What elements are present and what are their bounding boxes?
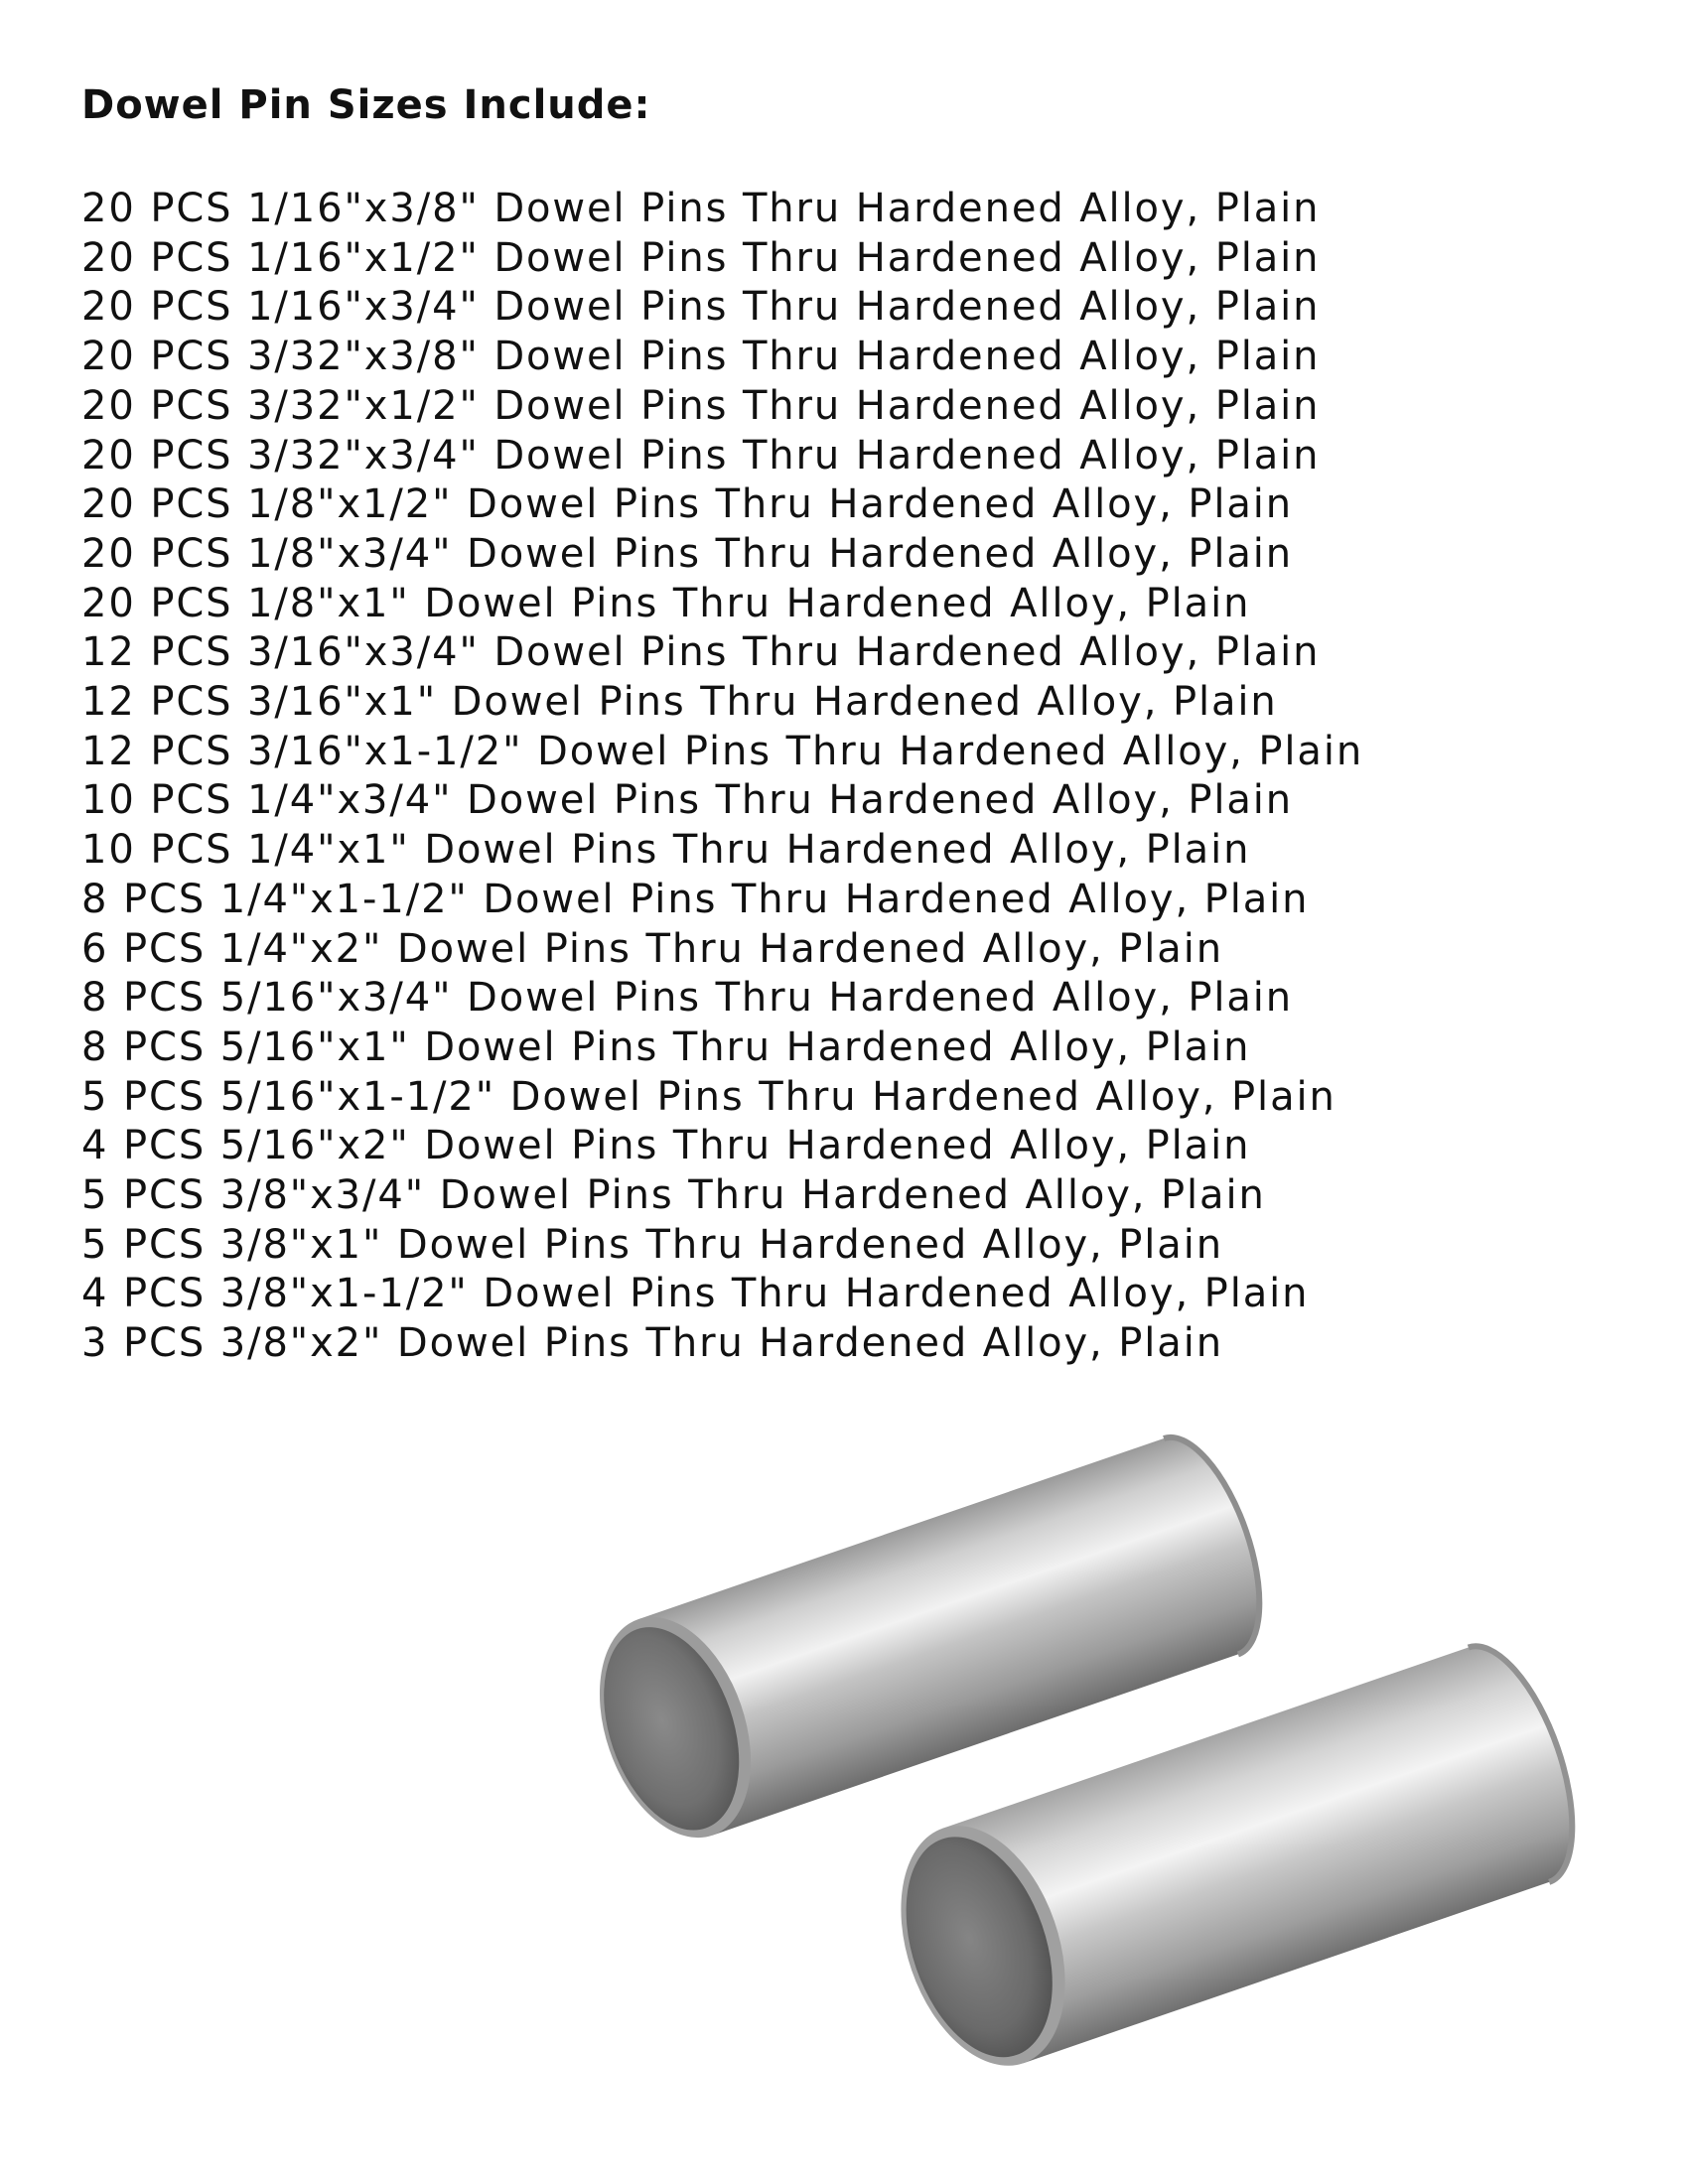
- size-list-item: 12 PCS 3/16"x3/4" Dowel Pins Thru Hardened Alloy, Plain: [81, 629, 1321, 676]
- size-list: [81, 185, 1630, 1369]
- size-list-item: 20 PCS 3/32"x1/2" Dowel Pins Thru Hardened Alloy, Plain: [81, 382, 1321, 429]
- size-list-item: 8 PCS 1/4"x1-1/2" Dowel Pins Thru Hardened Alloy, Plain: [81, 876, 1310, 922]
- size-list-item: 5 PCS 3/8"x1" Dowel Pins Thru Hardened Alloy, Plain: [81, 1221, 1223, 1268]
- size-list-item: 20 PCS 3/32"x3/8" Dowel Pins Thru Hardened Alloy, Plain: [81, 334, 1321, 380]
- size-list-item: 3 PCS 3/8"x2" Dowel Pins Thru Hardened Alloy, Plain: [81, 1320, 1223, 1367]
- size-list-item: 10 PCS 1/4"x3/4" Dowel Pins Thru Hardened Alloy, Plain: [81, 777, 1294, 824]
- size-list-item: 10 PCS 1/4"x1" Dowel Pins Thru Hardened Alloy, Plain: [81, 827, 1251, 874]
- size-list-item: 6 PCS 1/4"x2" Dowel Pins Thru Hardened Alloy, Plain: [81, 925, 1223, 972]
- size-list-item: 12 PCS 3/16"x1" Dowel Pins Thru Hardened Alloy, Plain: [81, 679, 1278, 726]
- size-list-item: 20 PCS 1/8"x1" Dowel Pins Thru Hardened Alloy, Plain: [81, 580, 1251, 626]
- size-list-item: 4 PCS 5/16"x2" Dowel Pins Thru Hardened Alloy, Plain: [81, 1123, 1251, 1169]
- size-list-item: 20 PCS 1/16"x1/2" Dowel Pins Thru Hardened Alloy, Plain: [81, 234, 1321, 281]
- size-list-item: 8 PCS 5/16"x1" Dowel Pins Thru Hardened Alloy, Plain: [81, 1024, 1251, 1070]
- document: [81, 77, 1630, 1369]
- dowel-pins-photo: [556, 1430, 1628, 2164]
- size-list-item: 20 PCS 1/8"x1/2" Dowel Pins Thru Hardened Alloy, Plain: [81, 481, 1294, 528]
- size-list-item: 20 PCS 3/32"x3/4" Dowel Pins Thru Hardened Alloy, Plain: [81, 432, 1321, 478]
- size-list-item: 8 PCS 5/16"x3/4" Dowel Pins Thru Hardened Alloy, Plain: [81, 975, 1294, 1022]
- size-list-item: 5 PCS 5/16"x1-1/2" Dowel Pins Thru Hardened Alloy, Plain: [81, 1073, 1336, 1120]
- page-title: Dowel Pin Sizes Include:: [81, 82, 651, 128]
- size-list-item: 20 PCS 1/16"x3/4" Dowel Pins Thru Hardened Alloy, Plain: [81, 284, 1321, 331]
- size-list-item: 12 PCS 3/16"x1-1/2" Dowel Pins Thru Hardened Alloy, Plain: [81, 728, 1364, 774]
- size-list-item: 20 PCS 1/16"x3/8" Dowel Pins Thru Hardened Alloy, Plain: [81, 186, 1321, 231]
- size-list-item: 5 PCS 3/8"x3/4" Dowel Pins Thru Hardened Alloy, Plain: [81, 1172, 1266, 1219]
- size-list-item: 20 PCS 1/8"x3/4" Dowel Pins Thru Hardened Alloy, Plain: [81, 530, 1294, 577]
- size-list-item: 4 PCS 3/8"x1-1/2" Dowel Pins Thru Hardened Alloy, Plain: [81, 1271, 1310, 1317]
